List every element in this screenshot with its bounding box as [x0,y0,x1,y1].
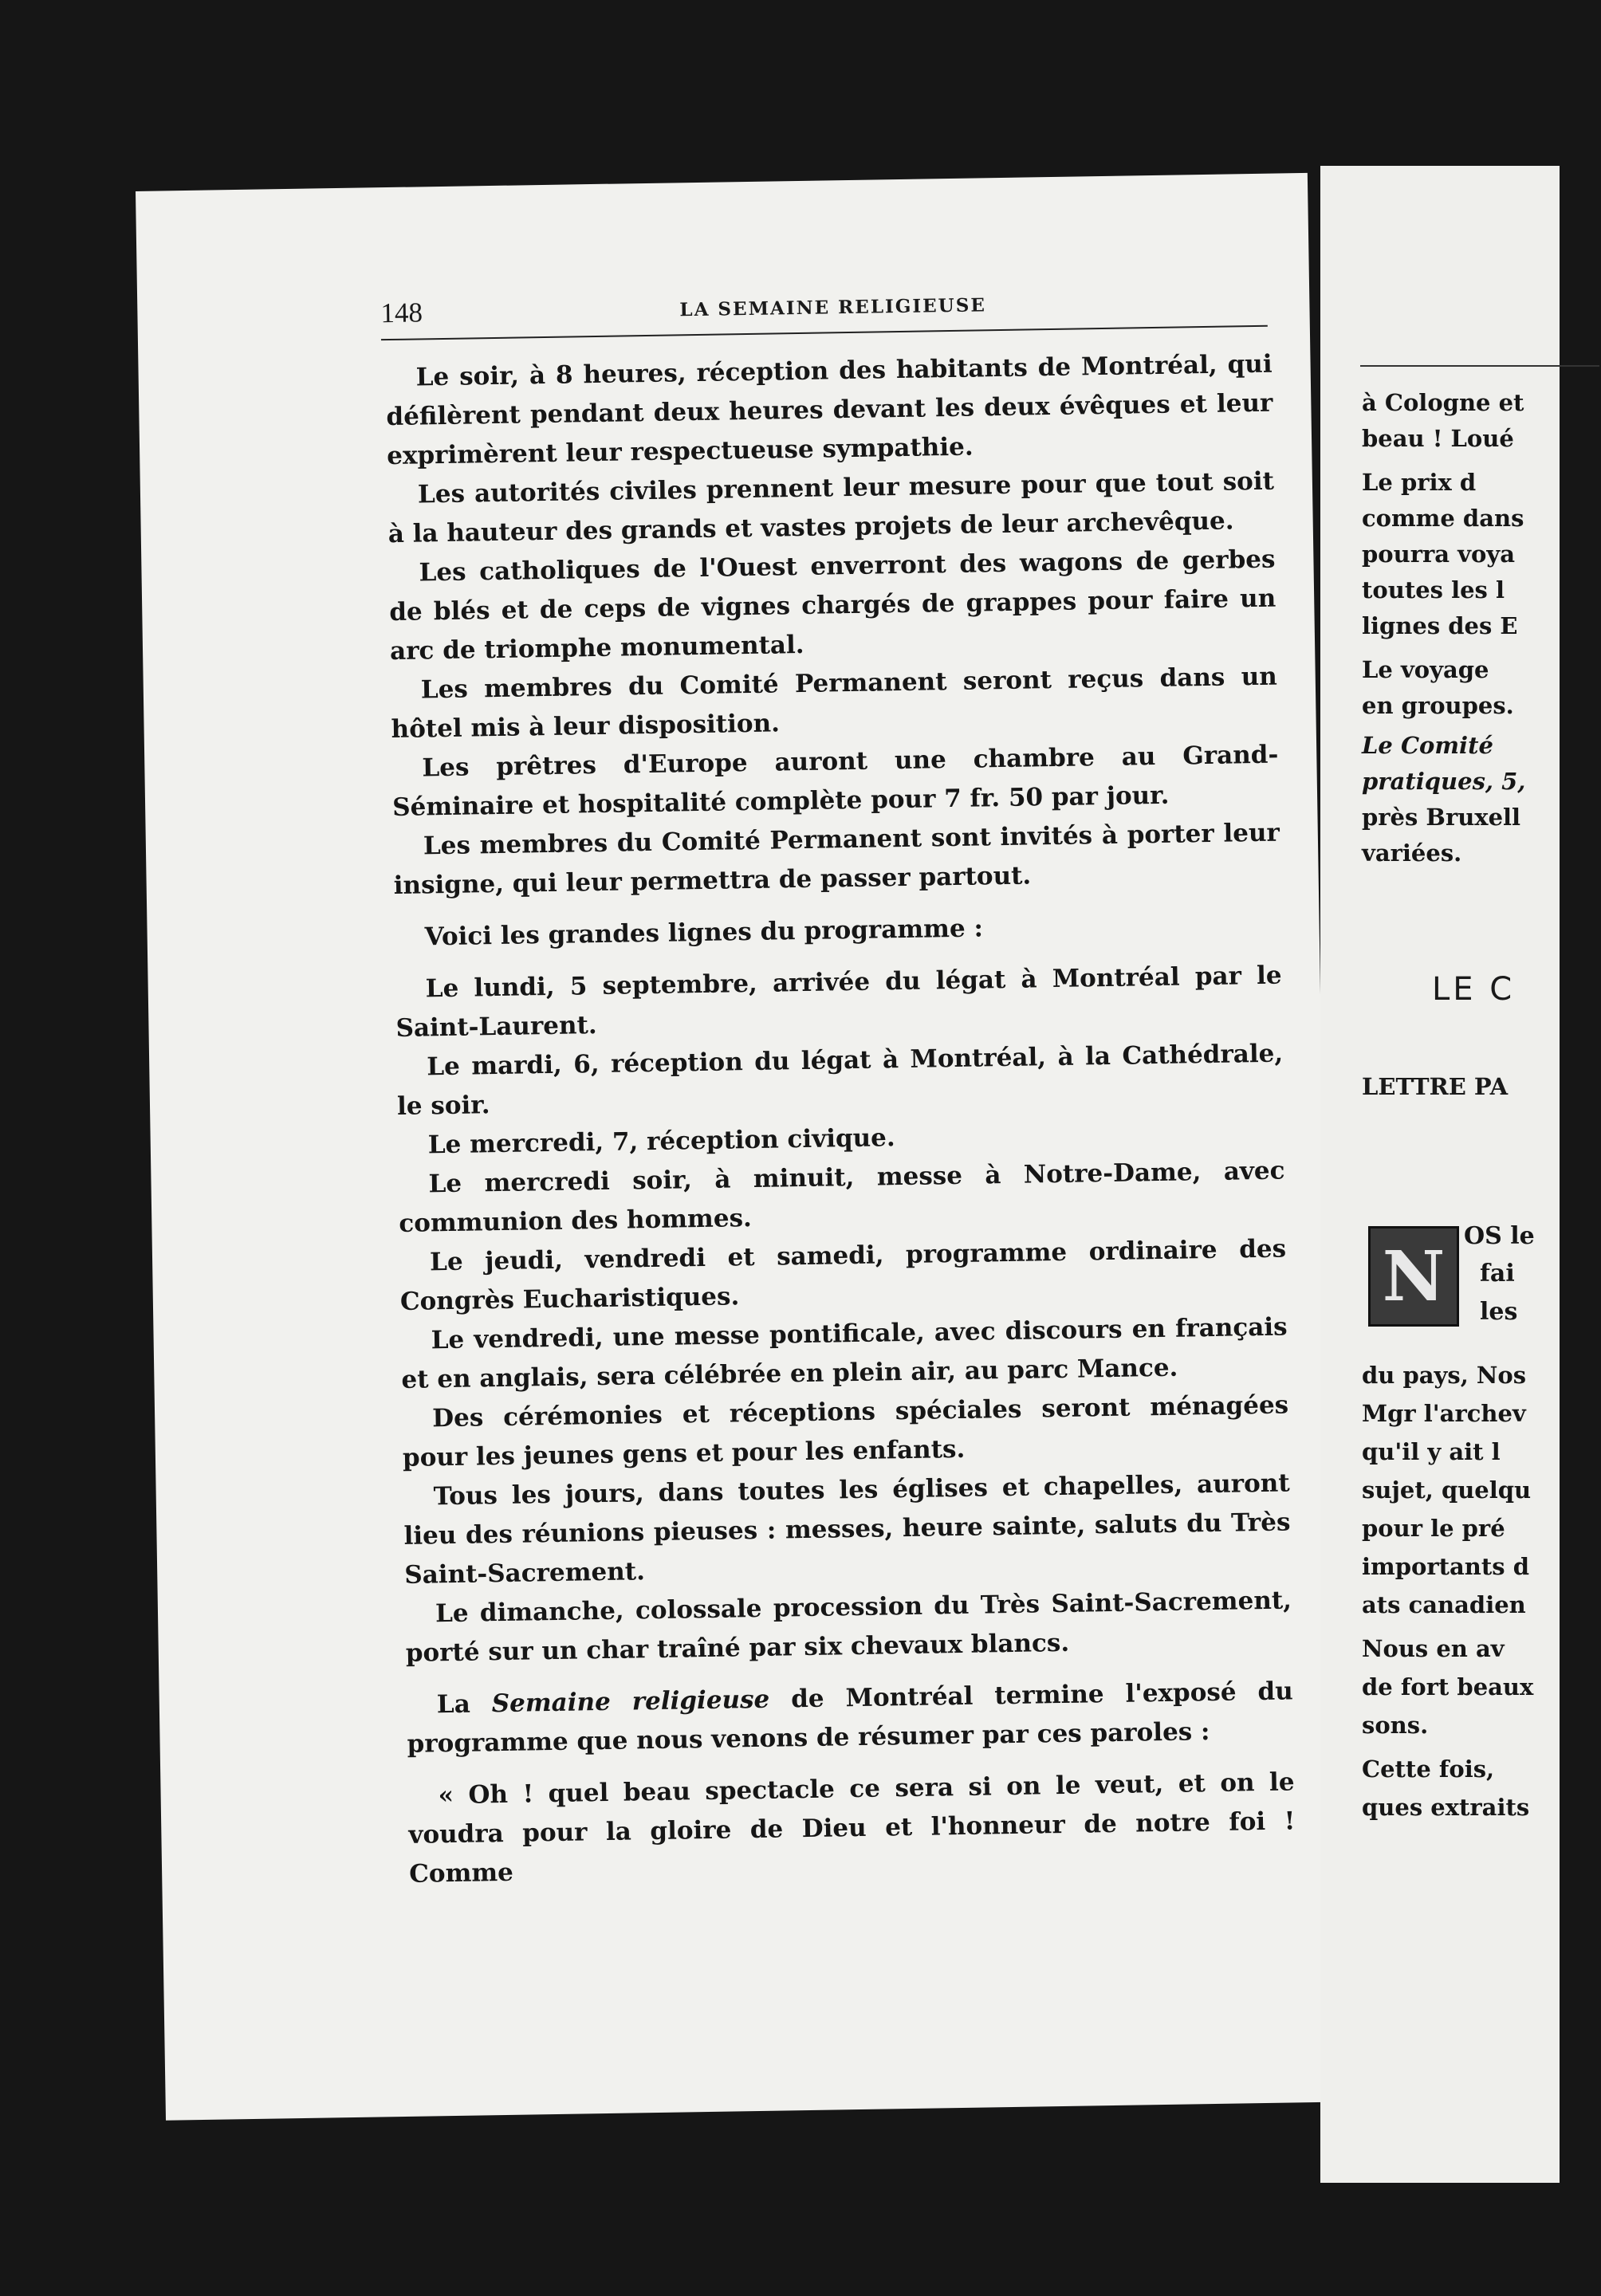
text-line: pourra voya [1362,541,1515,568]
text-line: lignes des E [1362,612,1518,639]
text-line: Le voyage [1362,656,1489,683]
text-line: importants d [1362,1553,1529,1580]
text-line: toutes les l [1362,576,1505,603]
body-text [385,345,1296,1894]
paragraph-semaine: La Semaine religieuse de Montréal termine l'exposé du programme que nous venons de résumer par ces paroles : [407,1677,1294,1759]
paragraph: Le mercredi, 7, réception civique. [427,1123,895,1160]
page-number: 148 [380,297,423,329]
section-heading: LE C [1432,971,1516,1008]
text-line: Cette fois, [1362,1755,1495,1783]
section-subheading: LETTRE PA [1362,1073,1509,1100]
text-line: OS le [1464,1222,1535,1250]
text-line: beau ! Loué [1362,425,1514,452]
right-page [1320,166,1560,2183]
paragraph: Le lundi, 5 septembre, arrivée du légat à Montréal par le Saint-Laurent. [395,961,1282,1043]
page-header [380,279,1268,340]
running-head: LA SEMAINE RELIGIEUSE [679,294,987,321]
paragraph: Le soir, à 8 heures, réception des habitants de Montréal, qui défilèrent pendant deux heures devant les deux évêques et leur exprimèrent leur respectueuse sympathie. [386,349,1273,471]
text-line: ques extraits [1362,1794,1530,1821]
text-line: pratiques, 5, [1362,768,1526,795]
text-line: près Bruxell [1362,804,1521,831]
paragraph: Le mercredi soir, à minuit, messe à Notre-Dame, avec communion des hommes. [399,1156,1285,1238]
text-line: comme dans [1362,505,1524,532]
paragraph: Les membres du Comité Permanent seront reçus dans un hôtel mis à leur disposition. [391,662,1278,745]
text-line: Mgr l'archev [1362,1400,1526,1427]
paragraph: Voici les grandes lignes du programme : [424,914,984,952]
paragraph: Les prêtres d'Europe auront une chambre au Grand-Séminaire et hospitalité complète pour 7 fr. 50 par jour. [391,740,1279,823]
paragraph: Le mardi, 6, réception du légat à Montréal, à la Cathédrale, le soir. [396,1039,1284,1121]
text-line: du pays, Nos [1362,1362,1527,1389]
paragraph: Des cérémonies et réceptions spéciales seront ménagées pour les jeunes gens et pour les enfants. [402,1390,1289,1472]
italic-title: Semaine religieuse [491,1685,770,1719]
text-line: les [1480,1298,1518,1326]
text-line: sons. [1362,1712,1429,1739]
text-line: à Cologne et [1362,389,1524,416]
text-line: fai [1480,1260,1515,1288]
text-line: ats canadien [1362,1591,1526,1618]
text-line: pour le pré [1362,1515,1505,1542]
text-line: Nous en av [1362,1635,1505,1662]
paragraph: Les autorités civiles prennent leur mesure pour que tout soit à la hauteur des grands et vastes projets de leur archevêque. [387,466,1275,549]
paragraph: Les catholiques de l'Ouest enverront des wagons de gerbes de blés et de ceps de vignes chargés de grappes pour faire un arc de triomphe monumental. [389,545,1276,666]
text-line: de fort beaux [1362,1673,1534,1700]
text-line: sujet, quelqu [1362,1476,1532,1504]
header-rule [1360,365,1599,367]
paragraph: Le dimanche, colossale procession du Très Saint-Sacrement, porté sur un char traîné par six chevaux blancs. [405,1586,1292,1668]
text-line: qu'il y ait l [1362,1438,1501,1465]
paragraph: Le jeudi, vendredi et samedi, programme ordinaire des Congrès Eucharistiques. [399,1234,1287,1316]
paragraph-quote: « Oh ! quel beau spectacle ce sera si on le veut, et on le voudra pour la gloire de Dieu et l'honneur de notre foi ! Comme [408,1767,1296,1889]
text-line: en groupes. [1362,692,1514,719]
paragraph: Les membres du Comité Permanent sont invités à porter leur insigne, qui leur permettra de passer partout. [393,818,1280,901]
text-line: variées. [1362,839,1462,867]
text-line: Le prix d [1362,469,1477,496]
paragraph: Tous les jours, dans toutes les églises et chapelles, auront lieu des réunions pieuses : messes, heure sainte, saluts du Très Saint-Sacrement. [403,1468,1291,1590]
left-page [136,173,1338,2121]
drop-cap: N [1368,1226,1459,1327]
text-line: Le Comité [1362,732,1493,759]
paragraph: Le vendredi, une messe pontificale, avec discours en français et en anglais, sera célébrée en plein air, au parc Mance. [401,1312,1288,1394]
